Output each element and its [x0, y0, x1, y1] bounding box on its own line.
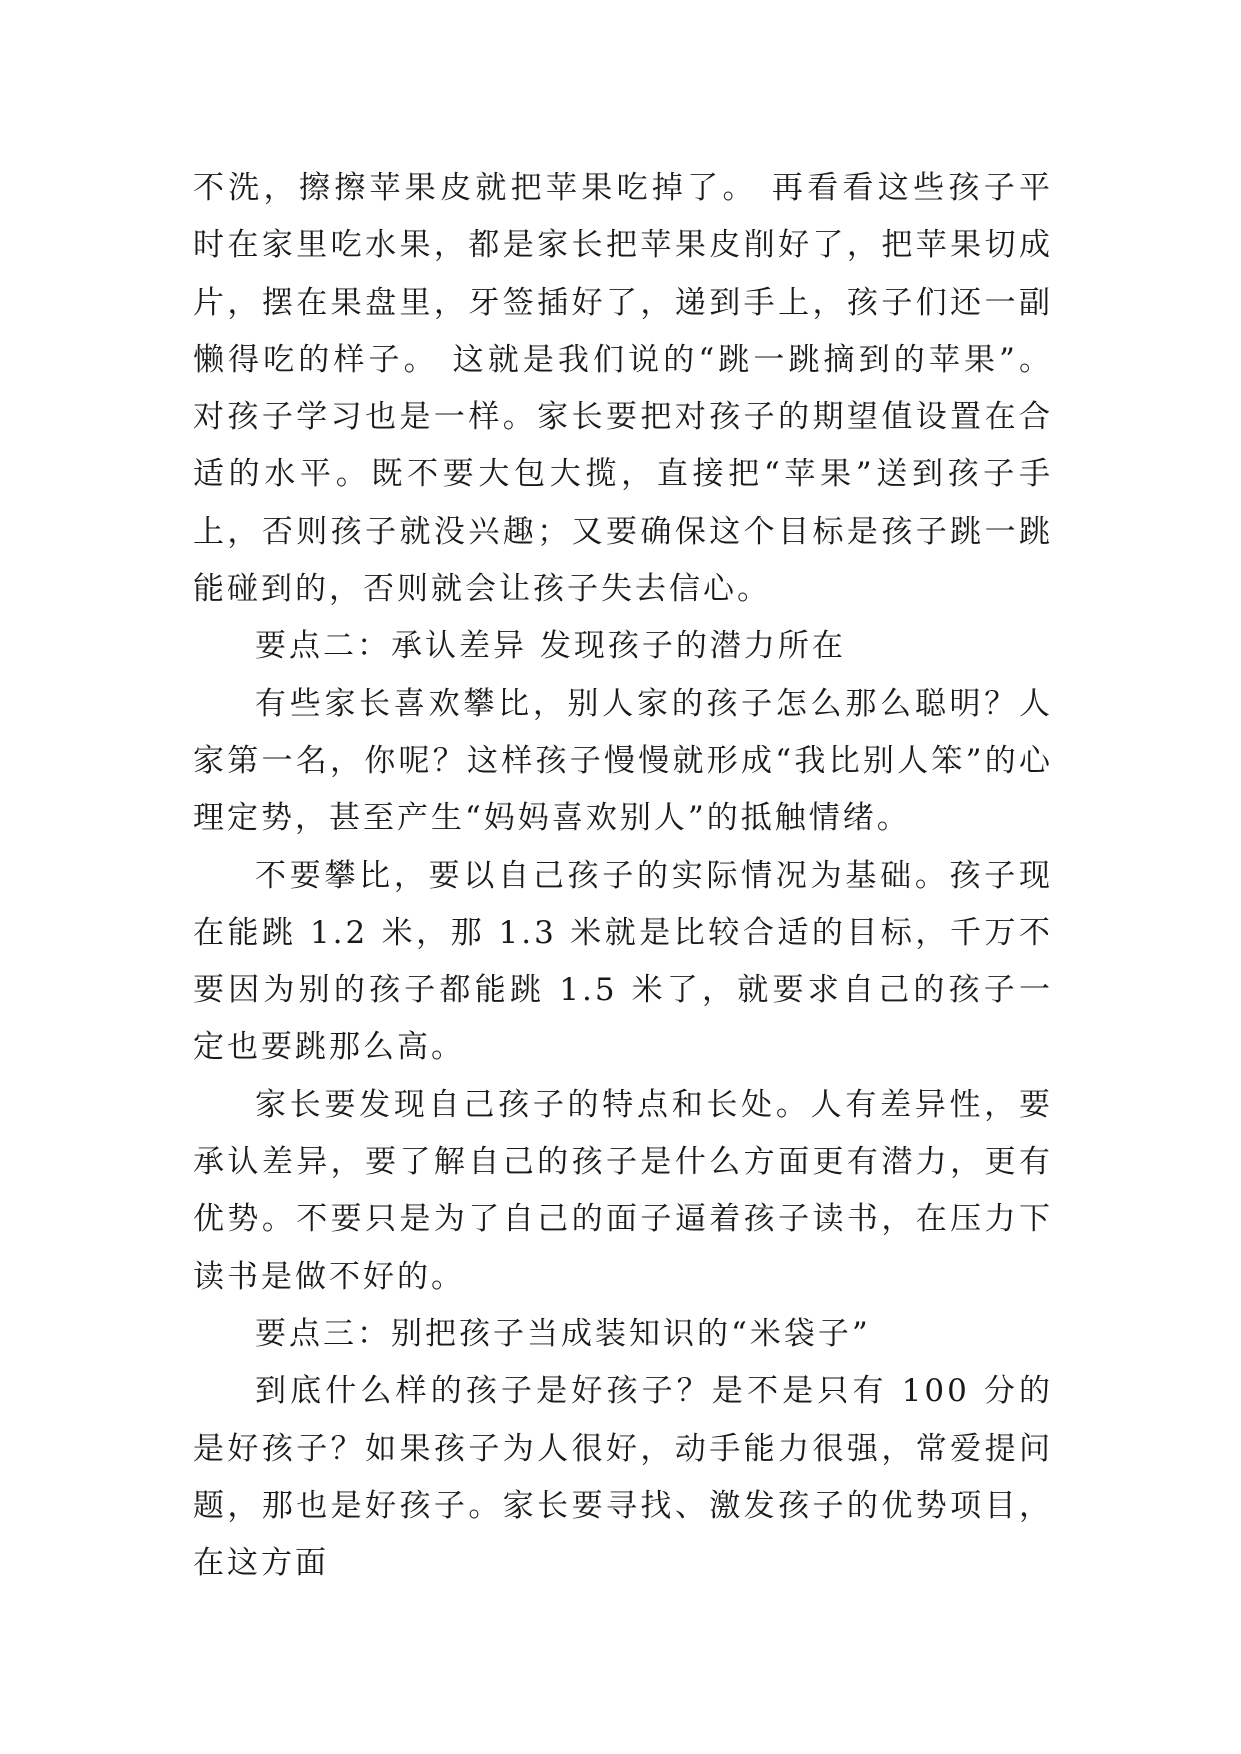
section-heading-point-three: 要点三：别把孩子当成装知识的“米袋子” [255, 1315, 871, 1352]
document-body [193, 160, 1053, 1592]
section-heading-point-two: 要点二：承认差异 发现孩子的潜力所在 [255, 628, 846, 665]
paragraph: 家长要发现自己孩子的特点和长处。人有差异性，要承认差异，要了解自己的孩子是什么方面更有潜力，更有优势。不要只是为了自己的面子逼着孩子读书，在压力下读书是做不好的。 [193, 1086, 1053, 1295]
paragraph: 有些家长喜欢攀比，别人家的孩子怎么那么聪明？人家第一名，你呢？这样孩子慢慢就形成“我比别人笨”的心理定势，甚至产生“妈妈喜欢别人”的抵触情绪。 [193, 685, 1053, 837]
paragraph: 不要攀比，要以自己孩子的实际情况为基础。孩子现在能跳 1.2 米，那 1.3 米就是比较合适的目标，千万不要因为别的孩子都能跳 1.5 米了，就要求自己的孩子一定也要跳那么高。 [193, 857, 1053, 1066]
paragraph: 到底什么样的孩子是好孩子？是不是只有 100 分的是好孩子？如果孩子为人很好，动手能力很强，常爱提问题，那也是好孩子。家长要寻找、激发孩子的优势项目，在这方面 [193, 1373, 1053, 1582]
paragraph-continuation: 不洗，擦擦苹果皮就把苹果吃掉了。 再看看这些孩子平时在家里吃水果，都是家长把苹果皮削好了，把苹果切成片，摆在果盘里，牙签插好了，递到手上，孩子们还一副懒得吃的样子。 这就是我们说的“跳一跳摘到的苹果”。对孩子学习也是一样。家长要把对孩子的期望值设置在合适的水平。既不要大包大揽，直接把“苹果”送到孩子手上，否则孩子就没兴趣；又要确保这个目标是孩子跳一跳能碰到的，否则就会让孩子失去信心。 [193, 170, 1053, 608]
